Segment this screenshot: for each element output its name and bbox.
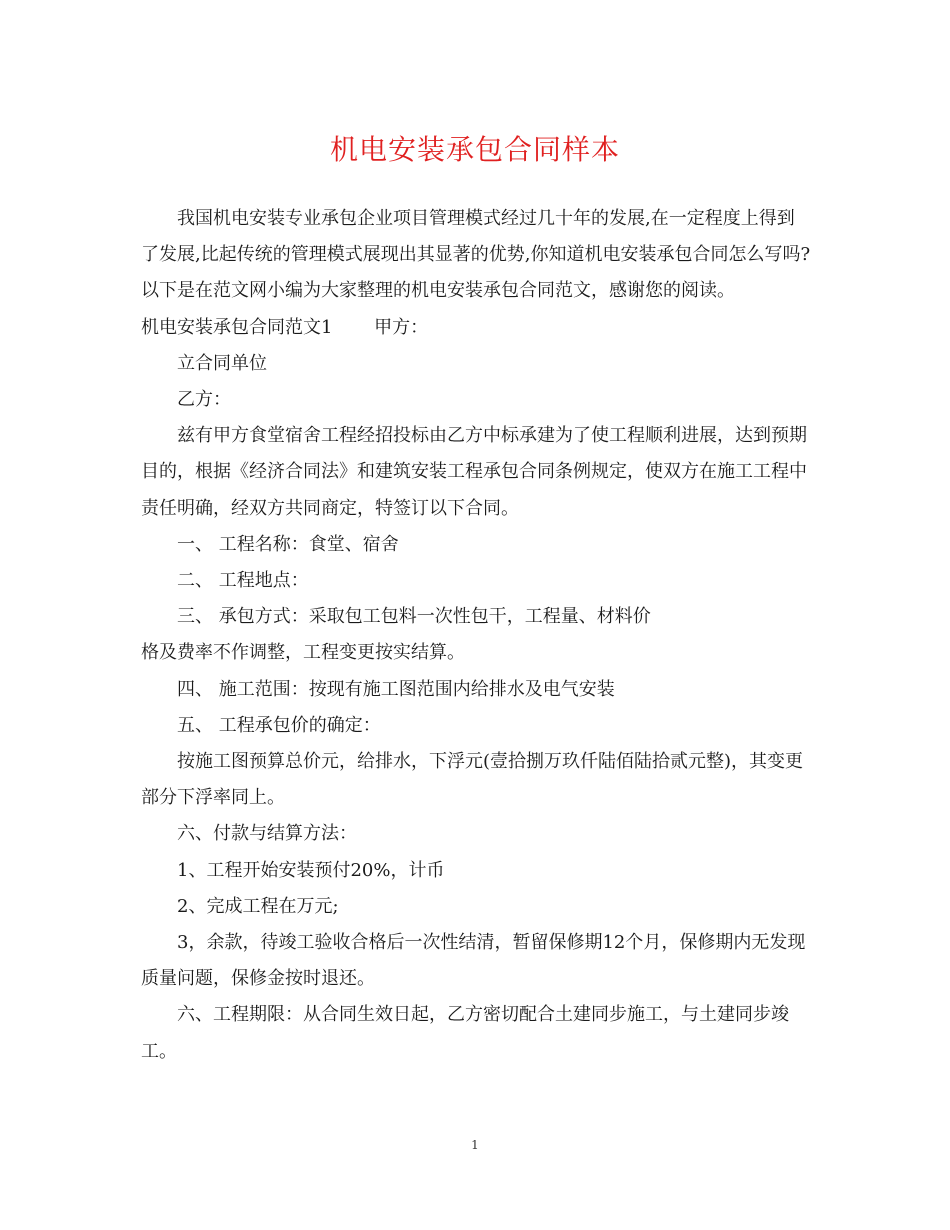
paragraph-contract-unit: 立合同单位 <box>177 352 267 374</box>
paragraph-sample-heading: 机电安装承包合同范文1 甲方： <box>141 316 429 338</box>
paragraph-payment-3: 3，余款，待竣工验收合格后一次性结清，暂留保修期12个月，保修期内无发现质量问题，保修金按时退还。 <box>141 932 806 990</box>
paragraph-construction-scope: 四、 施工范围：按现有施工图范围内给排水及电气安装 <box>177 678 615 700</box>
paragraph-project-name: 一、 工程名称：食堂、宿舍 <box>177 533 399 555</box>
page-number: 1 <box>471 1138 479 1152</box>
paragraph-preamble: 兹有甲方食堂宿舍工程经招投标由乙方中标承建为了使工程顺利进展，达到预期目的，根据《经济合同法》和建筑安装工程承包合同条例规定，使双方在施工工程中责任明确，经双方共同商定，特签订以下合同。 <box>141 425 807 519</box>
document-body <box>141 201 811 1070</box>
paragraph-price-determination: 五、 工程承包价的确定： <box>177 714 381 736</box>
paragraph-payment-1: 1、工程开始安装预付20%，计币 <box>177 859 445 881</box>
paragraph-contract-method-cont: 格及费率不作调整，工程变更按实结算。 <box>141 642 465 664</box>
paragraph-project-location: 二、 工程地点： <box>177 570 309 592</box>
document-title: 机电安装承包合同样本 <box>329 133 620 166</box>
paragraph-intro: 我国机电安装专业承包企业项目管理模式经过几十年的发展,在一定程度上得到了发展,比起传统的管理模式展现出其显著的优势,你知道机电安装承包合同怎么写吗?以下是在范文网小编为大家整理的机电安装承包合同范文，感谢您的阅读。 <box>141 208 811 302</box>
paragraph-party-b: 乙方： <box>177 389 231 411</box>
paragraph-budget: 按施工图预算总价元，给排水，下浮元(壹拾捌万玖仟陆佰陆拾贰元整)，其变更部分下浮率同上。 <box>141 751 804 809</box>
paragraph-payment-heading: 六、付款与结算方法： <box>177 823 357 845</box>
paragraph-schedule: 六、工程期限：从合同生效日起，乙方密切配合土建同步施工，与土建同步竣工。 <box>141 1004 789 1062</box>
paragraph-contract-method: 三、 承包方式：采取包工包料一次性包干，工程量、材料价 <box>177 606 651 628</box>
paragraph-payment-2: 2、完成工程在万元; <box>177 895 339 917</box>
